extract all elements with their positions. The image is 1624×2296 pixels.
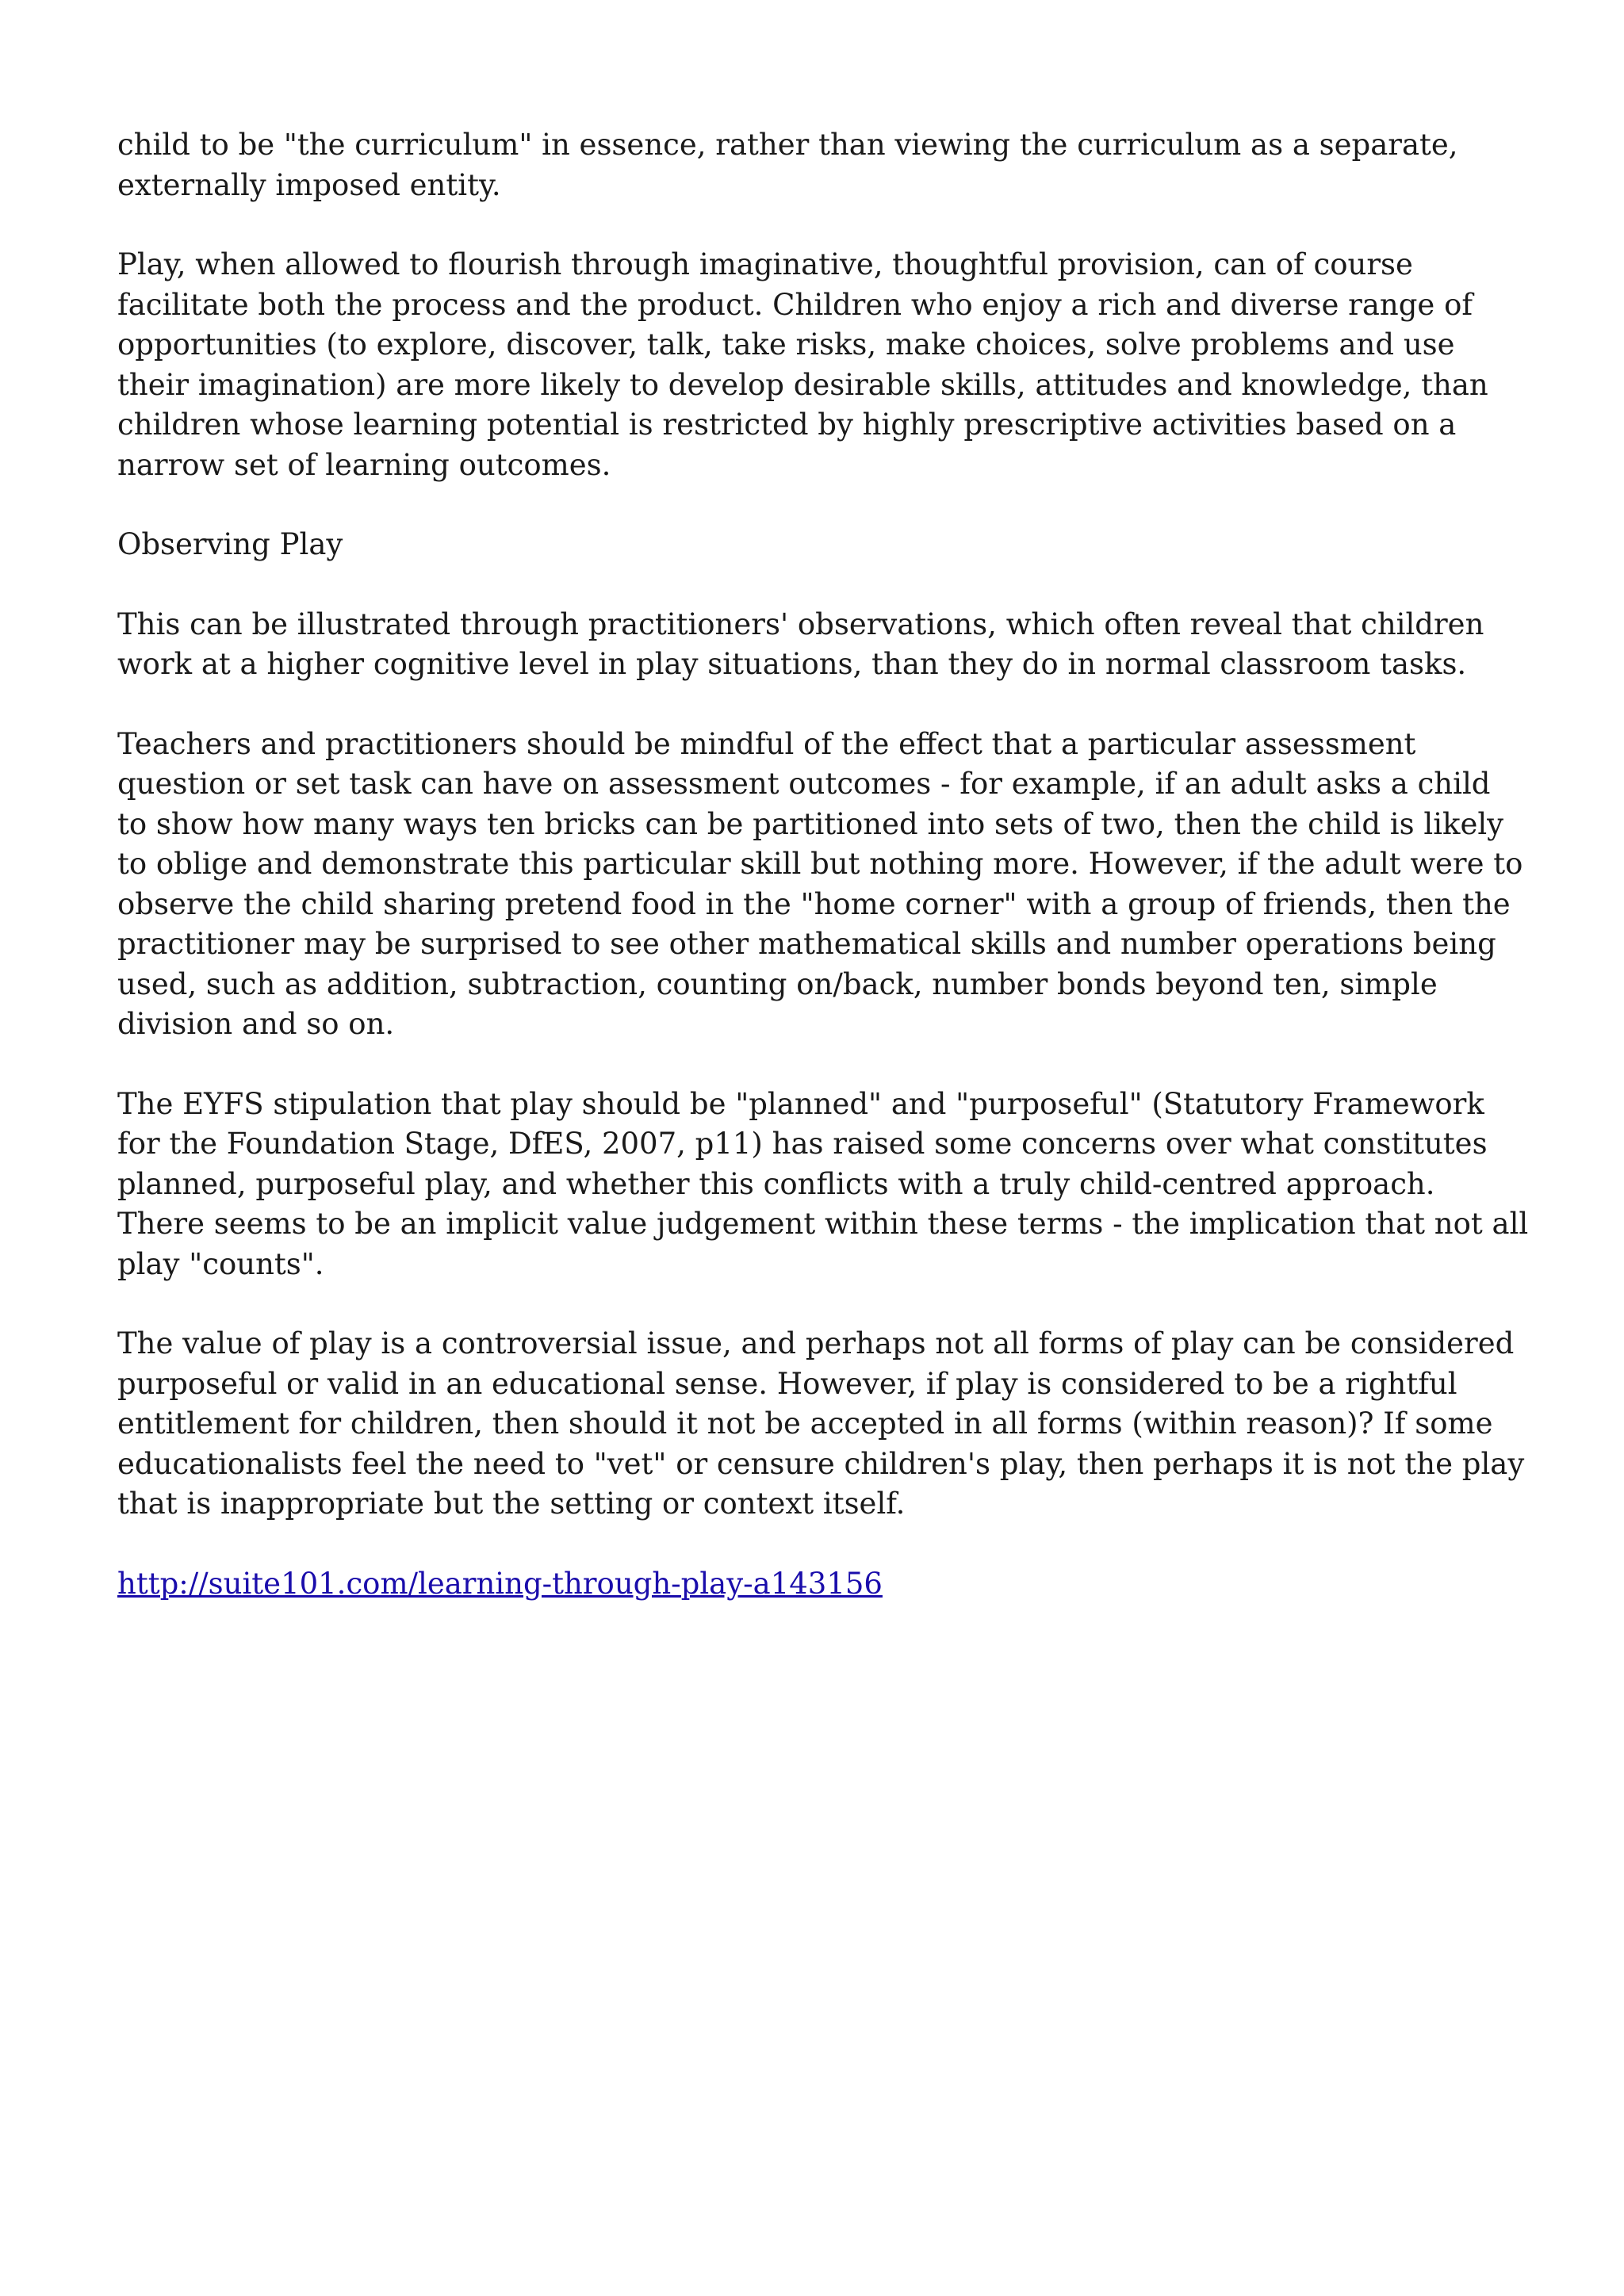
paragraph-observations: This can be illustrated through practitioners' observations, which often reveal that children work at a higher cognitive level in play situations, than they do in normal classroom tasks. (117, 607, 1484, 681)
document-body (117, 125, 1529, 1644)
section-heading-observing-play: Observing Play (117, 527, 343, 561)
source-link[interactable]: http://suite101.com/learning-through-play-a143156 (117, 1566, 883, 1601)
paragraph-assessment: Teachers and practitioners should be mindful of the effect that a particular assessment question or set task can have on assessment outcomes - for example, if an adult asks a child to show how many ways ten bricks can be partitioned into sets of two, then the child is likely to oblige and demonstrate this particular skill but nothing more. However, if the adult were to observe the child sharing pretend food in the "home corner" with a group of friends, then the practitioner may be surprised to see other mathematical skills and number operations being used, such as addition, subtraction, counting on/back, number bonds beyond ten, simple division and so on. (117, 726, 1523, 1041)
paragraph-curriculum: child to be "the curriculum" in essence, rather than viewing the curriculum as a separate, externally imposed entity. (117, 128, 1458, 202)
paragraph-eyfs: The EYFS stipulation that play should be "planned" and "purposeful" (Statutory Framework for the Foundation Stage, DfES, 2007, p11) has raised some concerns over what constitutes planned, purposeful play, and whether this conflicts with a truly child-centred approach. There seems to be an implicit value judgement within these terms - the implication that not all play "counts". (117, 1086, 1529, 1281)
paragraph-value-of-play: The value of play is a controversial issue, and perhaps not all forms of play can be considered purposeful or valid in an educational sense. However, if play is considered to be a rightful entitlement for children, then should it not be accepted in all forms (within reason)? If some educationalists feel the need to "vet" or censure children's play, then perhaps it is not the play that is inappropriate but the setting or context itself. (117, 1326, 1525, 1521)
paragraph-play-provision: Play, when allowed to flourish through imaginative, thoughtful provision, can of course facilitate both the process and the product. Children who enjoy a rich and diverse range of opportunities (to explore, discover, talk, take risks, make choices, solve problems and use their imagination) are more likely to develop desirable skills, attitudes and knowledge, than children whose learning potential is restricted by highly prescriptive activities based on a narrow set of learning outcomes. (117, 247, 1488, 482)
